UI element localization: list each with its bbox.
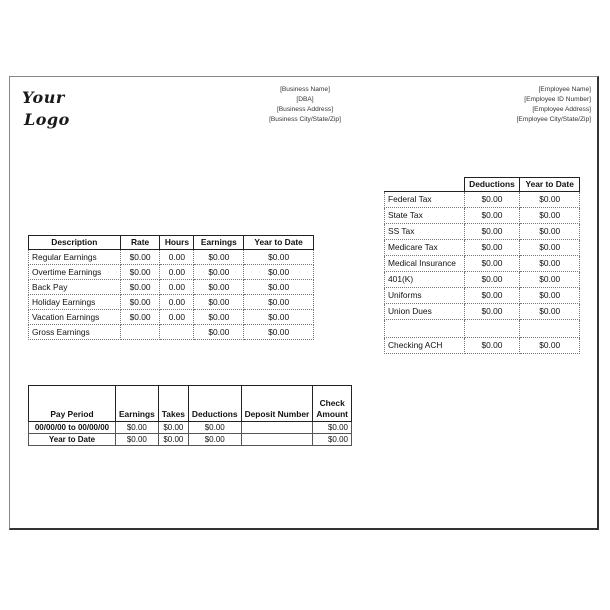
pay-stub-sheet [9,76,599,530]
deductions-cell: $0.00 [464,304,520,320]
deductions-cell: Checking ACH [385,338,465,354]
logo-line-1: Your [22,88,65,107]
deductions-cell: $0.00 [520,192,580,208]
earnings-cell: $0.00 [194,265,244,280]
earnings-cell: $0.00 [120,310,160,325]
earnings-header-ytd: Year to Date [244,236,314,250]
employee-address: [Employee Address] [532,106,591,113]
earnings-cell: 0.00 [160,310,194,325]
business-info [210,85,400,125]
earnings-cell: Overtime Earnings [29,265,121,280]
earnings-header-rate: Rate [120,236,160,250]
logo-line-2: Logo [24,110,70,129]
earnings-cell: 0.00 [160,295,194,310]
deductions-cell: $0.00 [520,240,580,256]
pay-cell [241,434,313,446]
pay-cell: $0.00 [158,434,188,446]
earnings-header-earnings: Earnings [194,236,244,250]
table-row [29,250,314,265]
earnings-header-hours: Hours [160,236,194,250]
deductions-table [384,177,580,354]
earnings-cell: $0.00 [244,295,314,310]
deductions-cell [464,320,520,338]
earnings-cell: Holiday Earnings [29,295,121,310]
deductions-header-row [385,178,580,192]
table-row [29,295,314,310]
deductions-cell: Federal Tax [385,192,465,208]
table-row [29,422,352,434]
table-row [385,208,580,224]
earnings-cell: $0.00 [244,250,314,265]
earnings-header-description: Description [29,236,121,250]
deductions-cell: $0.00 [464,224,520,240]
deductions-cell [520,320,580,338]
deductions-cell: $0.00 [520,338,580,354]
deductions-cell: $0.00 [520,256,580,272]
deductions-cell: $0.00 [464,192,520,208]
earnings-cell: $0.00 [244,310,314,325]
pay-header-period: Pay Period [29,386,116,422]
deductions-cell: 401(K) [385,272,465,288]
deductions-cell: $0.00 [520,224,580,240]
earnings-cell: Back Pay [29,280,121,295]
employee-name: [Employee Name] [538,86,591,93]
deductions-cell: State Tax [385,208,465,224]
pay-cell: 00/00/00 to 00/00/00 [29,422,116,434]
deductions-cell: Union Dues [385,304,465,320]
deductions-header-ytd: Year to Date [520,178,580,192]
table-row-blank [385,320,580,338]
deductions-cell: $0.00 [464,288,520,304]
earnings-cell: Gross Earnings [29,325,121,340]
pay-cell: $0.00 [188,422,241,434]
earnings-cell: $0.00 [194,310,244,325]
deductions-cell: $0.00 [520,288,580,304]
deductions-header-deductions: Deductions [464,178,520,192]
pay-summary-header-row [29,386,352,422]
pay-cell: $0.00 [188,434,241,446]
pay-cell: $0.00 [158,422,188,434]
pay-cell: Year to Date [29,434,116,446]
earnings-cell: $0.00 [244,325,314,340]
deductions-header-blank [385,178,465,192]
earnings-cell: $0.00 [120,265,160,280]
employee-info [391,85,591,125]
pay-cell [241,422,313,434]
pay-cell: $0.00 [313,422,352,434]
employee-id: [Employee ID Number] [524,96,591,103]
table-row [29,280,314,295]
earnings-cell: 0.00 [160,265,194,280]
deductions-cell: $0.00 [520,208,580,224]
deductions-cell: $0.00 [464,256,520,272]
table-row [385,224,580,240]
deductions-cell: $0.00 [464,208,520,224]
deductions-cell: Uniforms [385,288,465,304]
table-row [385,304,580,320]
earnings-table [28,235,314,340]
table-row [385,272,580,288]
table-row [385,256,580,272]
earnings-cell [160,325,194,340]
earnings-cell: 0.00 [160,250,194,265]
pay-header-deposit-number: Deposit Number [241,386,313,422]
deductions-cell: SS Tax [385,224,465,240]
deductions-cell: $0.00 [464,240,520,256]
table-row [29,325,314,340]
table-row [385,288,580,304]
logo [22,87,70,131]
earnings-cell: $0.00 [194,295,244,310]
business-address: [Business Address] [276,106,334,113]
deductions-cell: $0.00 [464,338,520,354]
employee-city-state-zip: [Employee City/State/Zip] [516,116,591,123]
deductions-cell: $0.00 [464,272,520,288]
table-row [29,265,314,280]
earnings-cell: $0.00 [194,325,244,340]
earnings-cell: $0.00 [194,250,244,265]
pay-cell: $0.00 [313,434,352,446]
earnings-cell: 0.00 [160,280,194,295]
table-row [385,192,580,208]
deductions-cell: Medical Insurance [385,256,465,272]
deductions-cell [385,320,465,338]
earnings-cell [120,325,160,340]
earnings-cell: $0.00 [120,250,160,265]
earnings-cell: $0.00 [244,280,314,295]
deductions-cell: $0.00 [520,272,580,288]
earnings-cell: $0.00 [120,280,160,295]
earnings-cell: Regular Earnings [29,250,121,265]
table-row [29,434,352,446]
deductions-cell: $0.00 [520,304,580,320]
table-row-net [385,338,580,354]
pay-header-takes: Takes [158,386,188,422]
pay-header-earnings: Earnings [115,386,158,422]
earnings-header-row [29,236,314,250]
table-row [385,240,580,256]
business-name: [Business Name] [280,86,330,93]
deductions-cell: Medicare Tax [385,240,465,256]
earnings-cell: $0.00 [120,295,160,310]
pay-header-deductions: Deductions [188,386,241,422]
earnings-cell: $0.00 [194,280,244,295]
pay-cell: $0.00 [115,422,158,434]
pay-summary-table [28,385,352,446]
earnings-cell: Vacation Earnings [29,310,121,325]
table-row [29,310,314,325]
pay-header-check-amount: Check Amount [313,386,352,422]
pay-cell: $0.00 [115,434,158,446]
business-dba: [DBA] [296,96,314,103]
earnings-cell: $0.00 [244,265,314,280]
business-city-state-zip: [Business City/State/Zip] [269,116,341,123]
